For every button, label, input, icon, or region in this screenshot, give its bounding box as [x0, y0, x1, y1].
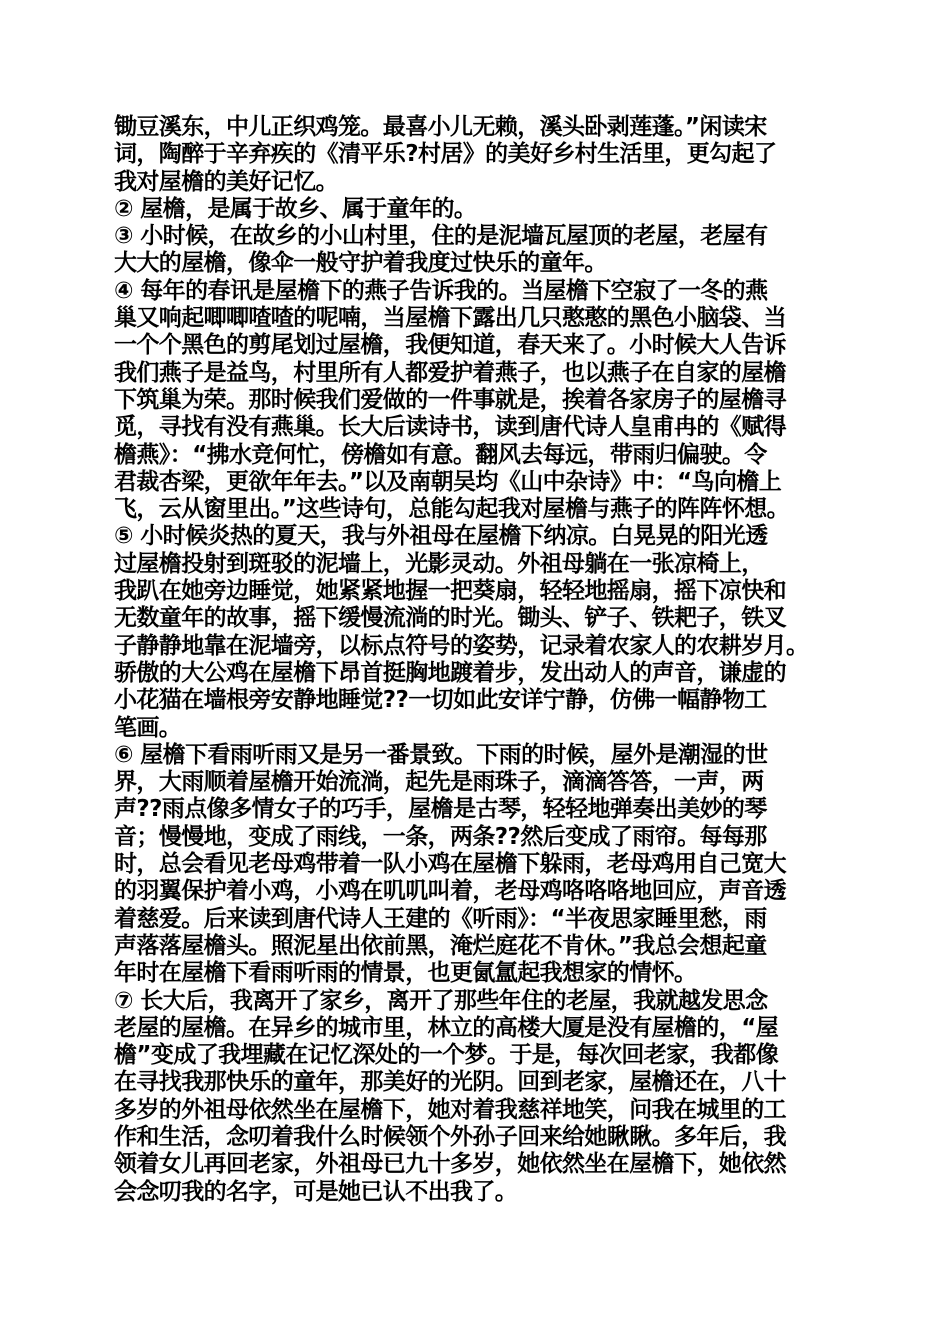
- text-line: 大大的屋檐，像伞一般守护着我度过快乐的童年。: [114, 250, 607, 277]
- paragraph-3-line: ③ 小时候，在故乡的小山村里，住的是泥墙瓦屋顶的老屋，老屋有: [114, 223, 768, 250]
- text-line: 我们燕子是益鸟，村里所有人都爱护着燕子，也以燕子在自家的屋檐: [114, 359, 787, 386]
- text-line: 檐燕》：“拂水竞何忙，傍檐如有意。翻风去每远，带雨归偏驶。令: [114, 441, 767, 468]
- paragraph-6-line: ⑥ 屋檐下看雨听雨又是另一番景致。下雨的时候，屋外是潮湿的世: [114, 741, 768, 768]
- text-line: 时，总会看见老母鸡带着一队小鸡在屋檐下躲雨，老母鸡用自己宽大: [114, 851, 787, 878]
- text-line: 君裁杏梁，更欲年年去。”以及南朝吴均《山中杂诗》中：“鸟向檐上: [114, 468, 782, 495]
- text-line: 界，大雨顺着屋檐开始流淌，起先是雨珠子，滴滴答答，一声，两: [114, 769, 764, 796]
- text-line: 声落落屋檐头。照泥星出依前黑，淹烂庭花不肯休。”我总会想起童: [114, 932, 767, 959]
- text-line: 的羽翼保护着小鸡，小鸡在叽叽叫着，老母鸡咯咯咯地回应，声音透: [114, 878, 787, 905]
- paragraph-4-line: ④ 每年的春讯是屋檐下的燕子告诉我的。当屋檐下空寂了一冬的燕: [114, 277, 768, 304]
- text-line: 词，陶醉于辛弃疾的《清平乐?村居》的美好乡村生活里，更勾起了: [114, 141, 777, 168]
- text-line: 巢又响起唧唧喳喳的呢喃，当屋檐下露出几只憨憨的黑色小脑袋、当: [114, 305, 787, 332]
- paragraph-5-line: ⑤ 小时候炎热的夏天，我与外祖母在屋檐下纳凉。白晃晃的阳光透: [114, 523, 768, 550]
- text-line: 无数童年的故事，摇下缓慢流淌的时光。锄头、铲子、铁耙子，铁叉: [114, 605, 787, 632]
- text-line: 下筑巢为荣。那时候我们爱做的一件事就是，挨着各家房子的屋檐寻: [114, 386, 787, 413]
- paragraph-7-line: ⑦ 长大后，我离开了家乡，离开了那些年住的老屋，我就越发思念: [114, 987, 768, 1014]
- text-line: 着慈爱。后来读到唐代诗人王建的《听雨》：“半夜思家睡里愁，雨: [114, 905, 767, 932]
- text-line: 飞，云从窗里出。”这些诗句，总能勾起我对屋檐与燕子的阵阵怀想。: [114, 496, 790, 523]
- text-line: 领着女儿再回老家，外祖母已九十多岁，她依然坐在屋檐下，她依然: [114, 1151, 787, 1178]
- text-line: 作和生活，念叨着我什么时候领个外孙子回来给她瞅瞅。多年后，我: [114, 1123, 787, 1150]
- text-line: 我对屋檐的美好记忆。: [114, 168, 339, 195]
- text-line: 锄豆溪东，中儿正织鸡笼。最喜小儿无赖，溪头卧剥莲蓬。”闲读宋: [114, 114, 767, 140]
- text-line: 觅，寻找有没有燕巢。长大后读诗书，读到唐代诗人皇甫冉的《赋得: [114, 414, 787, 441]
- text-line: 小花猫在墙根旁安静地睡觉??一切如此安详宁静，仿佛一幅静物工: [114, 687, 767, 714]
- text-line: 音；慢慢地，变成了雨线，一条，两条??然后变成了雨帘。每每那: [114, 823, 767, 850]
- text-line: 会念叨我的名字，可是她已认不出我了。: [114, 1178, 518, 1205]
- text-line: 老屋的屋檐。在异乡的城市里，林立的高楼大厦是没有屋檐的，“屋: [114, 1014, 779, 1041]
- text-line: 笔画。: [114, 714, 182, 741]
- text-line: 一个个黑色的剪尾划过屋檐，我便知道，春天来了。小时候大人告诉: [114, 332, 787, 359]
- text-line: 过屋檐投射到斑驳的泥墙上，光影灵动。外祖母躺在一张凉椅上，: [114, 550, 764, 577]
- paragraph-2-line: ② 屋檐，是属于故乡、属于童年的。: [114, 195, 477, 222]
- text-line: 多岁的外祖母依然坐在屋檐下，她对着我慈祥地笑，问我在城里的工: [114, 1096, 787, 1123]
- text-line: 年时在屋檐下看雨听雨的情景，也更氤氲起我想家的情怀。: [114, 960, 697, 987]
- text-line: 檐”变成了我埋藏在记忆深处的一个梦。于是，每次回老家，我都像: [114, 1042, 779, 1069]
- text-line: 声??雨点像多情女子的巧手，屋檐是古琴，轻轻地弹奏出美妙的琴: [114, 796, 767, 823]
- article-body: [114, 114, 854, 1206]
- text-line: 子静静地靠在泥墙旁，以标点符号的姿势，记录着农家人的农耕岁月。: [114, 632, 809, 659]
- text-line: 骄傲的大公鸡在屋檐下昂首挺胸地踱着步，发出动人的声音，谦虚的: [114, 659, 787, 686]
- text-line: 我趴在她旁边睡觉，她紧紧地握一把葵扇，轻轻地摇扇，摇下凉快和: [114, 578, 787, 605]
- text-line: 在寻找我那快乐的童年，那美好的光阴。回到老家，屋檐还在，八十: [114, 1069, 787, 1096]
